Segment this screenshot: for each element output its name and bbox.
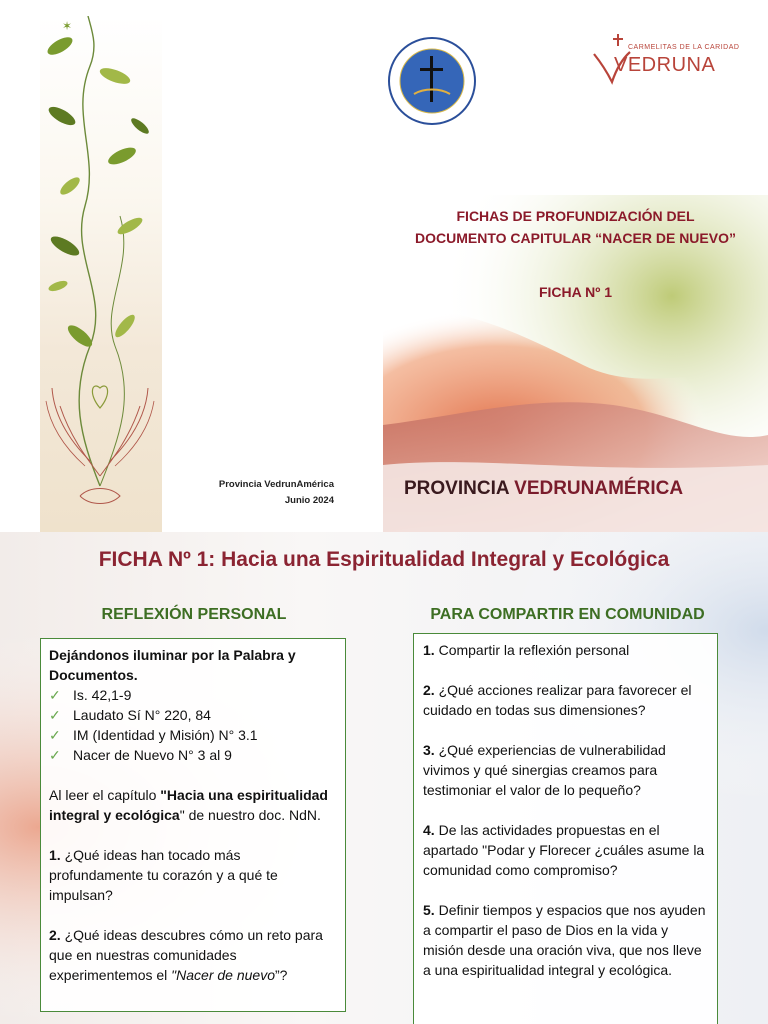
publication-date: Junio 2024: [284, 495, 334, 506]
province-prefix: PROVINCIA: [404, 478, 515, 499]
vedruna-subtitle: CARMELITAS DE LA CARIDAD: [628, 44, 740, 51]
community-sharing-header: PARA COMPARTIR EN COMUNIDAD: [430, 606, 705, 623]
cover-ficha-number: FICHA Nº 1: [538, 284, 613, 300]
community-item-2: 2. ¿Qué acciones realizar para favorecer el cuidado en todas sus dimensiones?: [423, 682, 692, 718]
vine-illustration: [40, 16, 162, 532]
congregation-seal-logo: [384, 36, 480, 126]
vedruna-wordmark: VEDRUNA: [614, 54, 716, 76]
cover-province-title: [404, 478, 683, 500]
personal-reflection-header: REFLEXIÓN PERSONAL: [101, 606, 287, 623]
community-sharing-box: [413, 633, 718, 1024]
reflection-question-1: 1. ¿Qué ideas han tocado más profundamente tu corazón y a qué te impulsan?: [49, 847, 278, 903]
check-icon: ✓: [49, 727, 61, 743]
community-item-5: 5. Definir tiempos y espacios que nos ayuden a compartir el paso de Dios en la vida y misión desde una oración viva, que nos lleve a una espiritualidad integral y ecológica.: [423, 902, 706, 978]
community-item-4: 4. De las actividades propuestas en el apartado "Podar y Florecer ¿cuáles asume la comunidad como compromiso?: [423, 822, 705, 878]
reading-instruction: Al leer el capítulo "Hacia una espiritualidad integral y ecológica" de nuestro doc. NdN.: [49, 787, 328, 823]
personal-reflection-box: [40, 638, 346, 1012]
reference-item: ✓ Laudato Sí N° 220, 84: [49, 707, 211, 723]
reflection-question-2: 2. ¿Qué ideas descubres cómo un reto para que en nuestras comunidades experimentemos el "Nacer de nuevo”?: [49, 927, 323, 983]
community-item-1: 1. Compartir la reflexión personal: [423, 642, 630, 658]
province-name: VEDRUNAMÉRICA: [514, 478, 684, 499]
check-icon: ✓: [49, 687, 61, 703]
seal-icon: [384, 36, 480, 126]
cover-title: [383, 205, 768, 249]
reference-item: ✓ IM (Identidad y Misión) N° 3.1: [49, 727, 258, 743]
check-icon: ✓: [49, 707, 61, 723]
community-item-3: 3. ¿Qué experiencias de vulnerabilidad vivimos y qué sinergias creamos para testimoniar el valor de lo pequeño?: [423, 742, 666, 798]
ficha-heading: FICHA Nº 1: Hacia una Espiritualidad Integral y Ecológica: [98, 548, 670, 571]
ficha-page: [0, 532, 768, 1024]
svg-text:✶: ✶: [62, 19, 73, 33]
vine-artwork: [40, 16, 162, 532]
reflection-intro: Dejándonos iluminar por la Palabra y Documentos.: [49, 647, 296, 683]
publisher-name: Provincia VedrunAmérica: [218, 479, 334, 490]
check-icon: ✓: [49, 747, 61, 763]
reference-list: [49, 685, 337, 765]
cover-title-line-2: DOCUMENTO CAPITULAR “NACER DE NUEVO”: [415, 230, 736, 246]
cover-title-line-1: FICHAS DE PROFUNDIZACIÓN DEL: [456, 208, 695, 224]
reference-item: ✓ Nacer de Nuevo N° 3 al 9: [49, 747, 232, 763]
publisher-info: [190, 477, 334, 509]
reference-item: ✓ Is. 42,1-9: [49, 687, 132, 703]
